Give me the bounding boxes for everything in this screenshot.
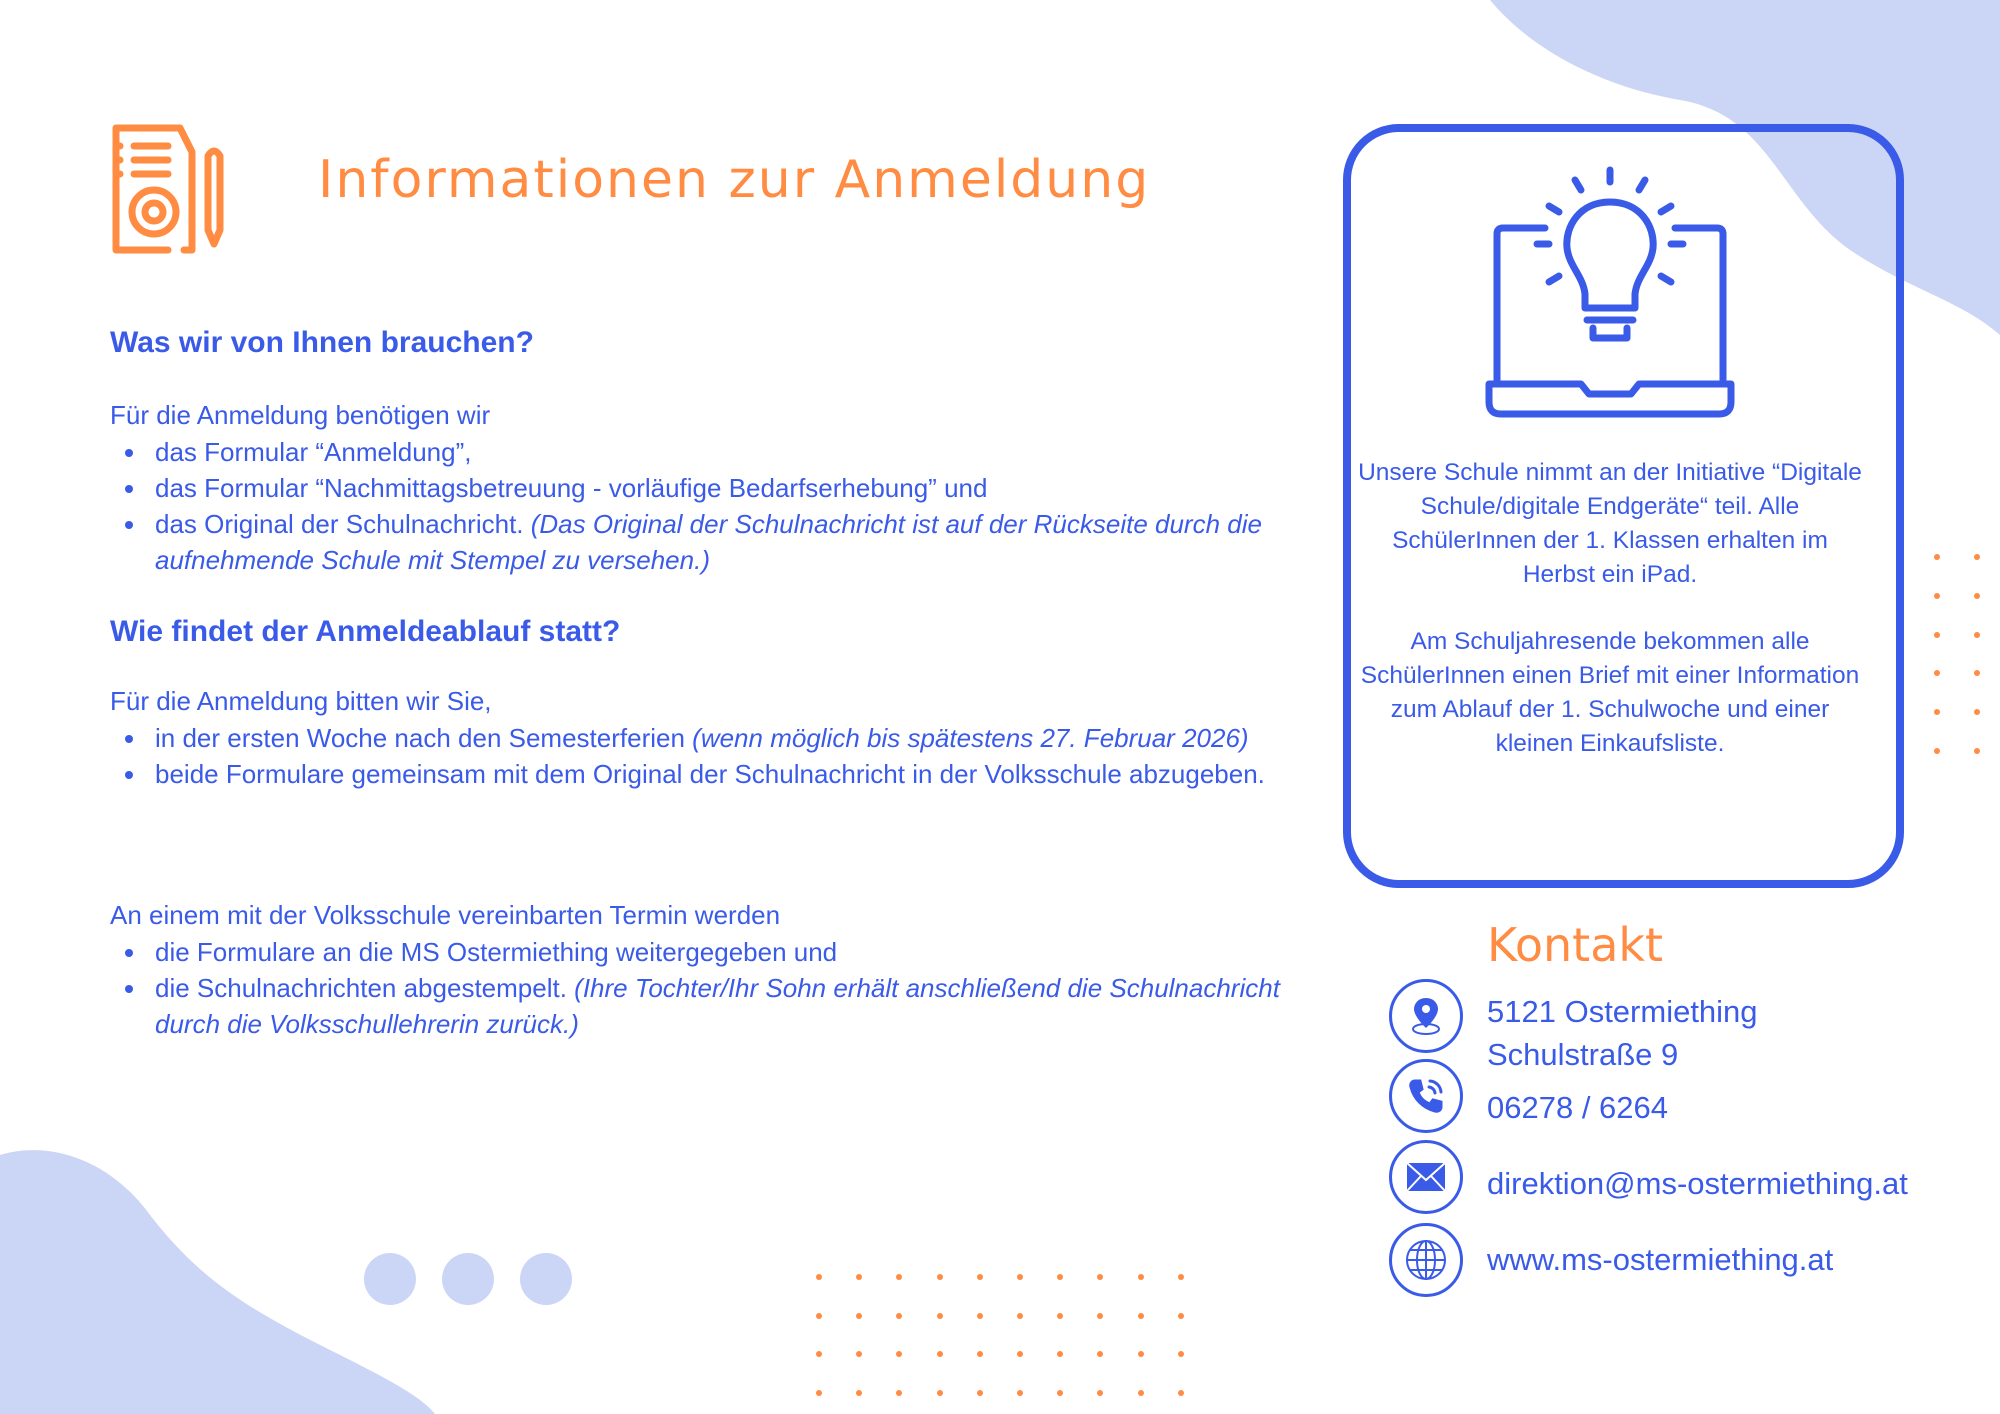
decorative-dot [937, 1390, 943, 1396]
section-heading-process: Wie findet der Anmeldeablauf statt? [110, 615, 621, 648]
decorative-dot [1017, 1390, 1023, 1396]
list-item-text: die Formulare an die MS Ostermiething weitergegeben und [155, 937, 838, 967]
section-intro: Für die Anmeldung bitten wir Sie, [110, 686, 492, 716]
decorative-dot [1974, 593, 1980, 599]
list-item [155, 470, 1325, 506]
decorative-dot [1138, 1274, 1144, 1280]
list-item-text: das Formular “Nachmittagsbetreuung - vorläufige Bedarfserhebung” und [155, 473, 988, 503]
decorative-dot [816, 1351, 822, 1357]
decorative-dot [1017, 1351, 1023, 1357]
decorative-dot [856, 1313, 862, 1319]
decorative-dot [977, 1390, 983, 1396]
decorative-dot [856, 1390, 862, 1396]
contact-phone[interactable]: 06278 / 6264 [1487, 1090, 1669, 1125]
contact-address-line2: Schulstraße 9 [1487, 1037, 1679, 1072]
section-intro: An einem mit der Volksschule vereinbarten Termin werden [110, 900, 781, 930]
decorative-dot [896, 1351, 902, 1357]
list-item-text: die Schulnachrichten abgestempelt. [155, 973, 575, 1003]
document-settings-icon [108, 122, 240, 256]
decorative-dot [937, 1274, 943, 1280]
decorative-dot [977, 1351, 983, 1357]
list-item [155, 720, 1325, 756]
decorative-dot [1097, 1390, 1103, 1396]
info-paragraph: Am Schuljahresende bekommen alle SchülerInnen einen Brief mit einer Information zum Ablauf der 1. Schulwoche und einer kleinen Einkaufsliste. [1360, 628, 1860, 757]
decorative-dot [1974, 748, 1980, 754]
decorative-dot [856, 1274, 862, 1280]
decorative-dot [1178, 1313, 1184, 1319]
decorative-dot [1057, 1274, 1063, 1280]
list-item [155, 434, 1325, 470]
decorative-dot [816, 1313, 822, 1319]
decorative-dot [937, 1351, 943, 1357]
section-intro: Für die Anmeldung benötigen wir [110, 400, 491, 430]
decorative-dot [1178, 1274, 1184, 1280]
decorative-dot [1057, 1390, 1063, 1396]
decorative-dot [1934, 593, 1940, 599]
list-item-text: das Original der Schulnachricht. [155, 509, 531, 539]
list-item-note: (Das Original der Schulnachricht ist auf der Rückseite durch die aufnehmende Schule mit Stempel zu versehen.) [155, 509, 1262, 575]
contact-heading: Kontakt [1487, 918, 1664, 972]
decorative-dot [1934, 554, 1940, 560]
decorative-dot [856, 1351, 862, 1357]
process-list [110, 720, 1325, 792]
list-item [155, 970, 1325, 1042]
decorative-dot [977, 1274, 983, 1280]
section-heading-requirements: Was wir von Ihnen brauchen? [110, 326, 534, 359]
laptop-lightbulb-icon [1485, 162, 1735, 422]
list-item [155, 756, 1325, 792]
list-item-note: (Ihre Tochter/Ihr Sohn erhält anschließend die Schulnachricht durch die Volksschullehrerin zurück.) [155, 973, 1280, 1039]
decorative-dot [896, 1274, 902, 1280]
decorative-dot [896, 1313, 902, 1319]
contact-website-link[interactable]: www.ms-ostermiething.at [1487, 1242, 1834, 1277]
decorative-dot [1097, 1351, 1103, 1357]
phone-icon [1389, 1059, 1463, 1133]
decorative-dot [1934, 709, 1940, 715]
decorative-dot [1974, 632, 1980, 638]
decorative-dot [1017, 1274, 1023, 1280]
list-item [155, 934, 1325, 970]
decorative-dot [937, 1313, 943, 1319]
decorative-dot [816, 1274, 822, 1280]
decorative-dot [1974, 709, 1980, 715]
decorative-dot [1097, 1313, 1103, 1319]
info-paragraph: Unsere Schule nimmt an der Initiative “Digitale Schule/digitale Endgeräte“ teil. Alle SchülerInnen der 1. Klassen erhalten im Herbst ein iPad. [1358, 459, 1862, 588]
decorative-dot [1057, 1351, 1063, 1357]
decorative-dot [1974, 554, 1980, 560]
decorative-dot [1138, 1313, 1144, 1319]
appointment-list [110, 934, 1325, 1042]
decorative-dot [1934, 748, 1940, 754]
decorative-circle [520, 1253, 572, 1305]
list-item [155, 506, 1325, 578]
decorative-dot [896, 1390, 902, 1396]
decorative-dot [1974, 670, 1980, 676]
requirements-list [110, 434, 1325, 578]
decorative-dot [1178, 1390, 1184, 1396]
globe-icon [1389, 1223, 1463, 1297]
contact-email-link[interactable]: direktion@ms-ostermiething.at [1487, 1166, 1908, 1201]
decorative-dot [1178, 1351, 1184, 1357]
page-title: Informationen zur Anmeldung [318, 150, 1151, 210]
decorative-dot [1017, 1313, 1023, 1319]
decorative-dot [1934, 632, 1940, 638]
list-item-text: beide Formulare gemeinsam mit dem Original der Schulnachricht in der Volksschule abzugeben. [155, 759, 1265, 789]
list-item-text: in der ersten Woche nach den Semesterferien [155, 723, 693, 753]
list-item-text: das Formular “Anmeldung”, [155, 437, 472, 467]
contact-address-line1: 5121 Ostermiething [1487, 994, 1758, 1029]
decorative-dot [1057, 1313, 1063, 1319]
decorative-dot [1934, 670, 1940, 676]
decorative-circle [442, 1253, 494, 1305]
decorative-circle [364, 1253, 416, 1305]
decorative-dot [816, 1390, 822, 1396]
decorative-dot [1097, 1274, 1103, 1280]
email-icon [1389, 1140, 1463, 1214]
location-icon [1389, 979, 1463, 1053]
list-item-note: (wenn möglich bis spätestens 27. Februar 2026) [692, 723, 1249, 753]
decorative-dot [977, 1313, 983, 1319]
decorative-dot [1138, 1390, 1144, 1396]
decorative-dot [1138, 1351, 1144, 1357]
